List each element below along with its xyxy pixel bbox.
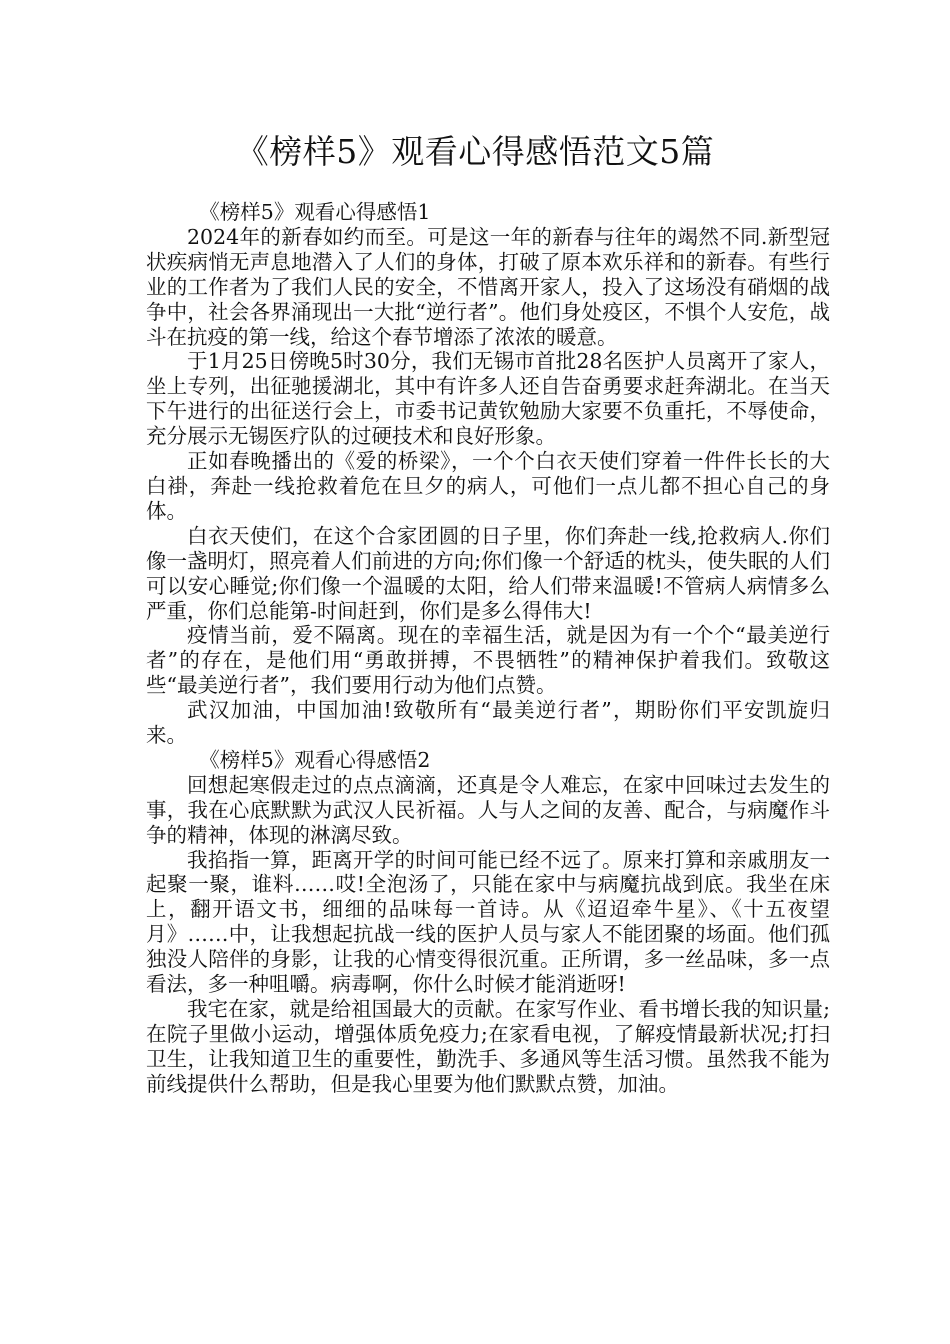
section-heading: 《榜样5》观看心得感悟2 xyxy=(199,747,431,772)
paragraph: 武汉加油，中国加油!致敬所有“最美逆行者”，期盼你们平安凯旋归来。 xyxy=(146,698,830,748)
paragraph: 白衣天使们，在这个合家团圆的日子里，你们奔赴一线,抢救病人.你们像一盏明灯，照亮着人们前进的方向;你们像一个舒适的枕头，使失眠的人们可以安心睡觉;你们像一个温暖的太阳，给人们带来温暖!不管病人病情多么严重，你们总能第-时间赶到，你们是多么得伟大! xyxy=(146,523,830,623)
document-body xyxy=(146,200,830,1097)
paragraph: 正如春晚播出的《爱的桥梁》，一个个白衣天使们穿着一件件长长的大白褂，奔赴一线抢救着危在旦夕的病人，可他们一点儿都不担心自己的身体。 xyxy=(146,449,830,523)
paragraph: 于1月25日傍晚5时30分，我们无锡市首批28名医护人员离开了家人，坐上专列，出征驰援湖北，其中有许多人还自告奋勇要求赶奔湖北。在当天下午进行的出征送行会上，市委书记黄钦勉励大家要不负重托，不辱使命，充分展示无锡医疗队的过硬技术和良好形象。 xyxy=(146,349,830,449)
document-title: 《榜样5》观看心得感悟范文5篇 xyxy=(235,132,715,171)
paragraph: 疫情当前，爱不隔离。现在的幸福生活，就是因为有一个个“最美逆行者”的存在，是他们用“勇敢拼搏，不畏牺牲”的精神保护着我们。致敬这些“最美逆行者”，我们要用行动为他们点赞。 xyxy=(146,623,830,698)
paragraph: 2024年的新春如约而至。可是这一年的新春与往年的竭然不同.新型冠状疾病悄无声息地潜入了人们的身体，打破了原本欢乐祥和的新春。有些行业的工作者为了我们人民的安全，不惜离开家人，投入了这场没有硝烟的战争中，社会各界涌现出一大批“逆行者”。他们身处疫区，不惧个人安危，战斗在抗疫的第一线，给这个春节增添了浓浓的暖意。 xyxy=(146,224,830,349)
section-heading: 《榜样5》观看心得感悟1 xyxy=(199,200,431,224)
paragraph: 回想起寒假走过的点点滴滴，还真是令人难忘，在家中回味过去发生的事，我在心底默默为武汉人民祈福。人与人之间的友善、配合，与病魔作斗争的精神，体现的淋漓尽致。 xyxy=(146,772,830,847)
paragraph: 我宅在家，就是给祖国最大的贡献。在家写作业、看书增长我的知识量;在院子里做小运动，增强体质免疫力;在家看电视，了解疫情最新状况;打扫卫生，让我知道卫生的重要性，勤洗手、多通风等生活习惯。虽然我不能为前线提供什么帮助，但是我心里要为他们默默点赞，加油。 xyxy=(146,997,830,1096)
paragraph: 我掐指一算，距离开学的时间可能已经不远了。原来打算和亲戚朋友一起聚一聚，谁料……哎!全泡汤了，只能在家中与病魔抗战到底。我坐在床上，翻开语文书，细细的品味每一首诗。从《迢迢牵牛星》、《十五夜望月》……中，让我想起抗战一线的医护人员与家人不能团聚的场面。他们孤独没人陪伴的身影，让我的心情变得很沉重。正所谓，多一丝品味，多一点看法，多一种咀嚼。病毒啊，你什么时候才能消逝呀! xyxy=(146,847,830,997)
